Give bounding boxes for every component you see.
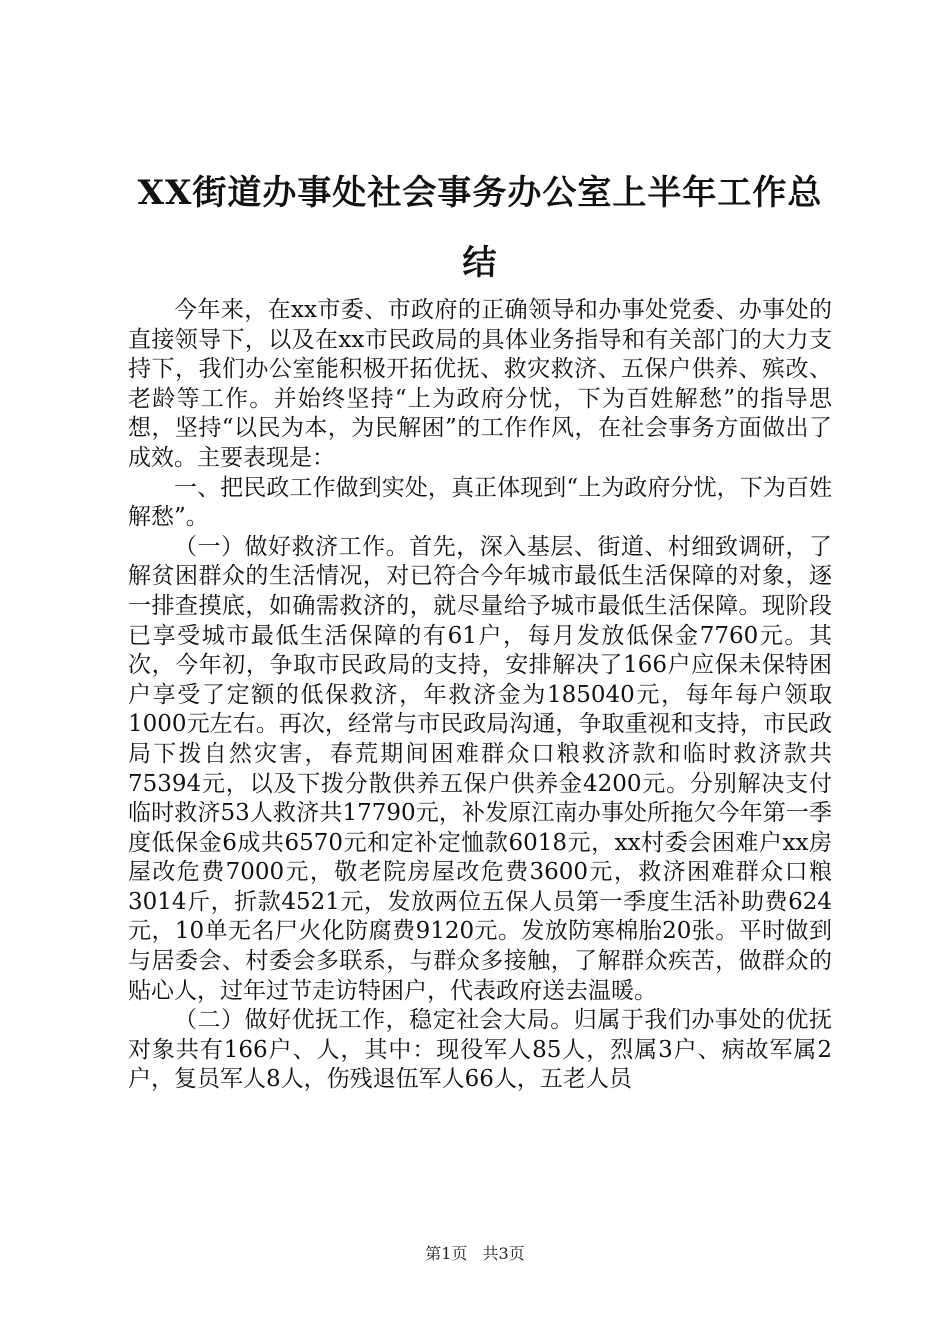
- title-line-1: XX街道办事处社会事务办公室上半年工作总: [137, 173, 823, 213]
- document-body: [128, 296, 832, 1095]
- title-line-2: 结: [462, 243, 498, 283]
- page-footer: [0, 1243, 950, 1265]
- paragraph-preferential-care: （二）做好优抚工作，稳定社会大局。归属于我们办事处的优抚对象共有166户、人，其中：现役军人85人，烈属3户、病故军属2户，复员军人8人，伤残退伍军人66人，五老人员: [128, 1007, 832, 1093]
- paragraph-section-1: 一、把民政工作做到实处，真正体现到“上为政府分忧，下为百姓解愁”。: [128, 474, 832, 531]
- paragraph-relief-work: （一）做好救济工作。首先，深入基层、街道、村细致调研，了解贫困群众的生活情况，对已符合今年城市最低生活保障的对象，逐一排查摸底，如确需救济的，就尽量给予城市最低生活保障。现阶段已享受城市最低生活保障的有61户，每月发放低保金7760元。其次，今年初，争取市民政局的支持，安排解决了166户应保未保特困户享受了定额的低保救济，年救济金为185040元，每年每户领取1000元左右。再次，经常与市民政局沟通，争取重视和支持，市民政局下拨自然灾害，春荒期间困难群众口粮救济款和临时救济款共75394元，以及下拨分散供养五保户供养金4200元。分别解决支付临时救济53人救济共17790元，补发原江南办事处所拖欠今年第一季度低保金6成共6570元和定补定恤款6018元，xx村委会困难户xx房屋改危费7000元，敬老院房屋改危费3600元，救济困难群众口粮3014斤，折款4521元，发放两位五保人员第一季度生活补助费624元，10单无名尸火化防腐费9120元。发放防寒棉胎20张。平时做到与居委会、村委会多联系，与群众多接触，了解群众疾苦，做群众的贴心人，过年过节走访特困户，代表政府送去温暖。: [128, 533, 832, 1004]
- page-total: 共3页: [482, 1244, 525, 1263]
- paragraph-intro: 今年来，在xx市委、市政府的正确领导和办事处党委、办事处的直接领导下，以及在xx市民政局的具体业务指导和有关部门的大力支持下，我们办公室能积极开拓优抚、救灾救济、五保户供养、殡改、老龄等工作。并始终坚持“上为政府分忧，下为百姓解愁”的指导思想，坚持“以民为本，为民解困”的工作作风，在社会事务方面做出了成效。主要表现是：: [128, 297, 832, 471]
- page-number: 第1页: [425, 1244, 468, 1263]
- document-title: [130, 158, 830, 298]
